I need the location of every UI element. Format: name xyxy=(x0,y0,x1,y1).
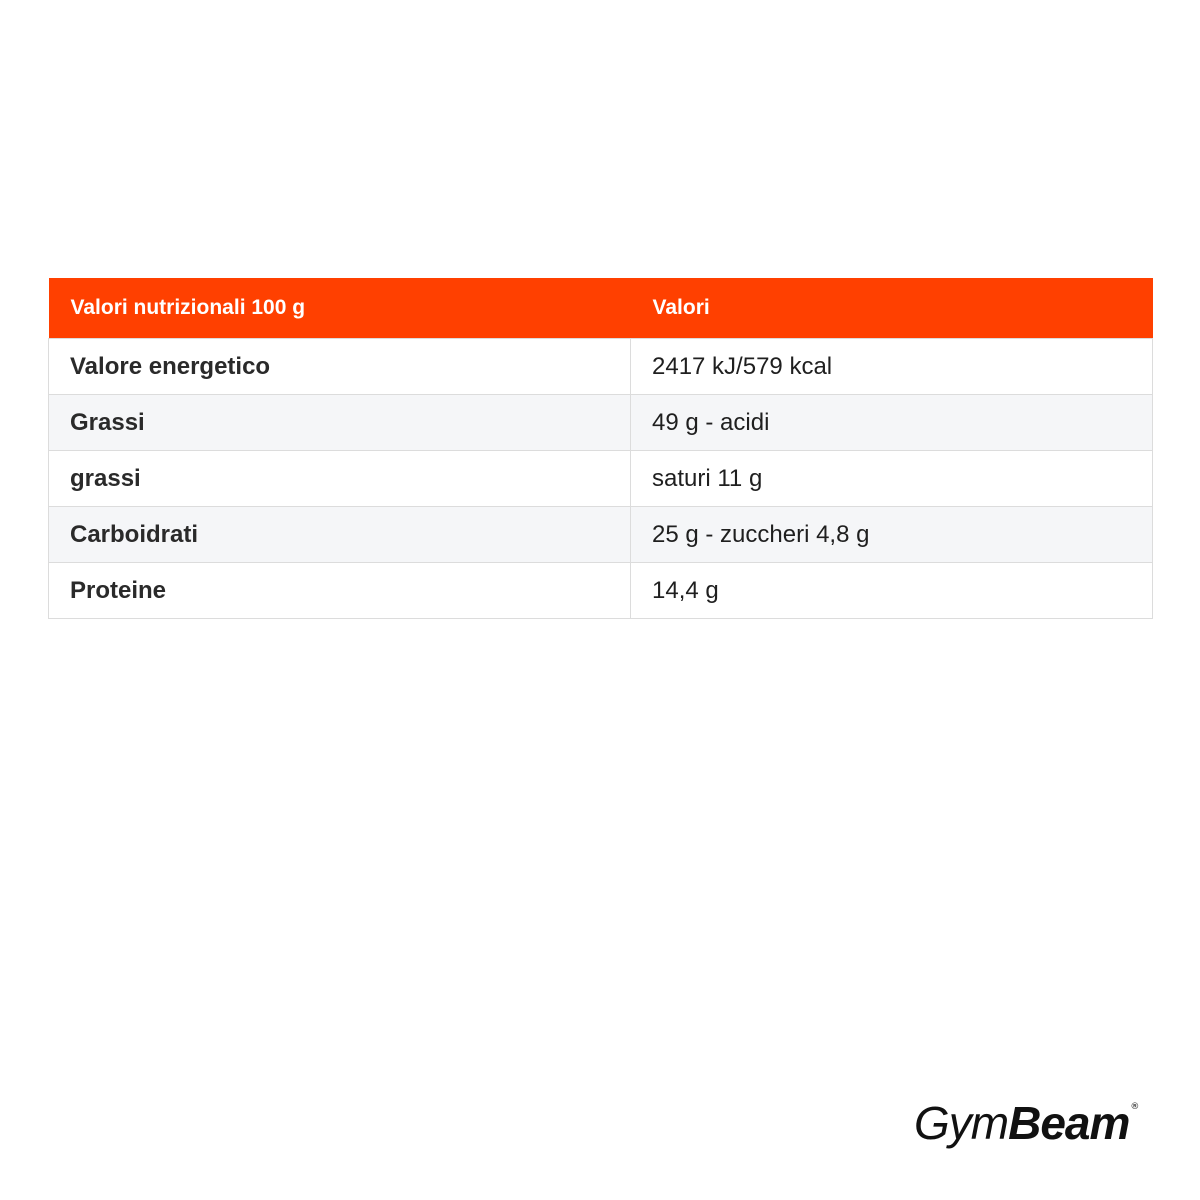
row-value: 14,4 g xyxy=(631,563,1153,619)
table-header-row xyxy=(49,278,1153,339)
column-header-values: Valori xyxy=(631,278,1153,339)
column-header-nutrients: Valori nutrizionali 100 g xyxy=(49,278,631,339)
row-value: 2417 kJ/579 kcal xyxy=(631,339,1153,395)
row-label: Proteine xyxy=(49,563,631,619)
table-row xyxy=(49,395,1153,451)
logo-text-gym: Gym xyxy=(914,1097,1009,1149)
row-label: Grassi xyxy=(49,395,631,451)
logo-text-beam: Beam xyxy=(1008,1097,1130,1149)
row-label: Valore energetico xyxy=(49,339,631,395)
registered-mark: ® xyxy=(1130,1102,1140,1112)
row-label: grassi xyxy=(49,451,631,507)
row-label: Carboidrati xyxy=(49,507,631,563)
nutrition-table xyxy=(48,278,1153,619)
row-value: 25 g - zuccheri 4,8 g xyxy=(631,507,1153,563)
table-row xyxy=(49,563,1153,619)
table-row xyxy=(49,451,1153,507)
table-row xyxy=(49,507,1153,563)
gymbeam-logo xyxy=(914,1096,1139,1156)
row-value: 49 g - acidi xyxy=(631,395,1153,451)
table-row xyxy=(49,339,1153,395)
row-value: saturi 11 g xyxy=(631,451,1153,507)
